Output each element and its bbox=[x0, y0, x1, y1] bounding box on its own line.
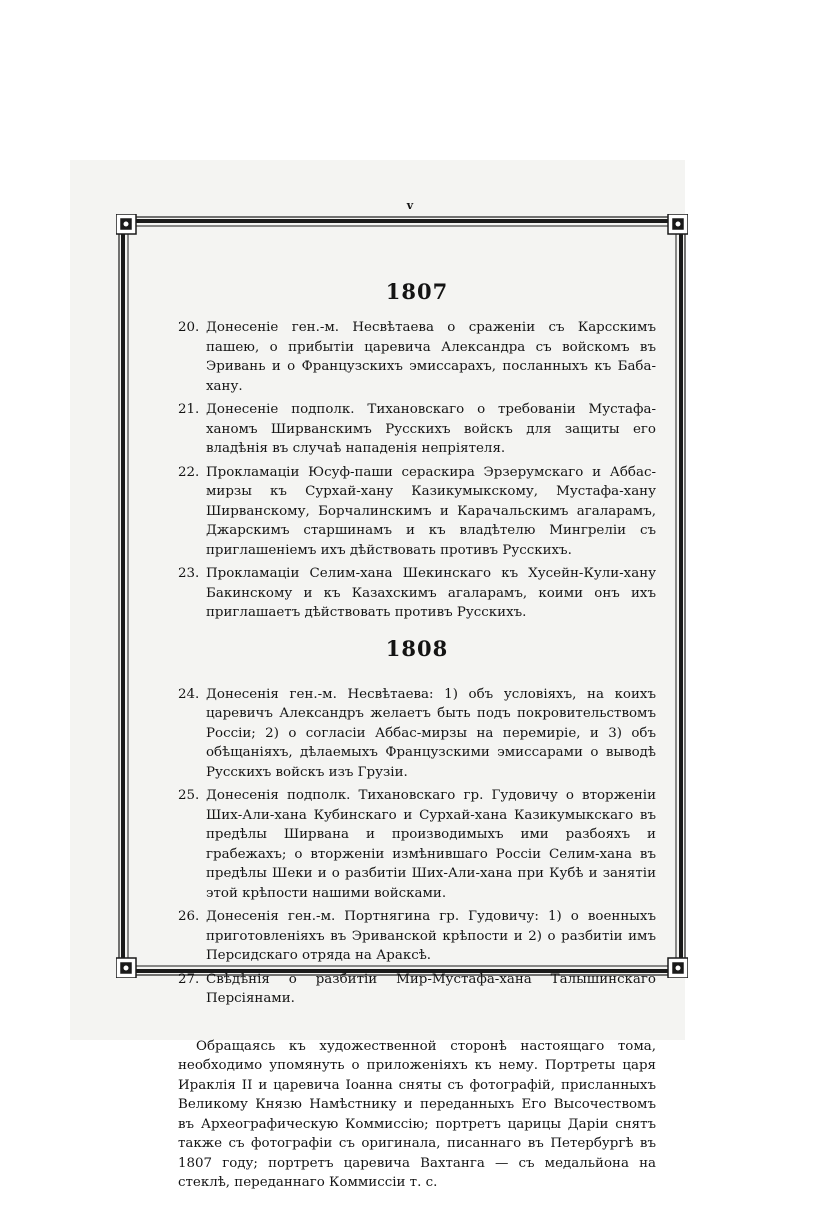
corner-ornament-bottom-right bbox=[668, 958, 688, 978]
entry-item bbox=[178, 564, 656, 623]
entry-number: 25. bbox=[178, 788, 200, 803]
art-note-paragraph: Обращаясь къ художественной сторонѣ настоящаго тома, необходимо упомянуть о приложеніяхъ къ нему. Портреты царя Ираклія II и царевича Іоанна сняты съ фотографій, присланныхъ Великому Князю Намѣстнику и переданныхъ Его Высочествомъ въ Археографическую Коммиссію; портретъ царицы Даріи снятъ также съ фотографіи съ оригинала, писаннаго въ Петербургѣ въ 1807 году; портретъ царевича Вахтанга — съ медальйона на стеклѣ, переданнаго Коммиссіи т. с. bbox=[178, 1038, 656, 1190]
entry-number: 21. bbox=[178, 402, 200, 417]
entries-1808 bbox=[178, 685, 656, 1009]
entry-item bbox=[178, 685, 656, 783]
entry-item bbox=[178, 318, 656, 396]
corner-ornament-top-left bbox=[116, 214, 136, 234]
entry-number: 22. bbox=[178, 464, 200, 480]
entry-item bbox=[178, 463, 656, 561]
entry-text: Прокламаціи Селим-хана Шекинскаго къ Хусейн-Кули-хану Бакинскому и къ Казахскимъ агаларамъ, коими онъ ихъ приглашаетъ дѣйствовать противъ Русскихъ. bbox=[206, 566, 656, 620]
entry-text: Свѣдѣнія о разбитіи Мир-Мустафа-хана Талышинскаго Персіянами. bbox=[206, 971, 656, 1006]
entry-item bbox=[178, 970, 656, 1009]
entry-number: 27. bbox=[178, 971, 200, 987]
entry-number: 24. bbox=[178, 686, 200, 702]
entry-text: Донесенія ген.-м. Портнягина гр. Гудовичу: 1) о военныхъ приготовленіяхъ въ Эриванской крѣпости и 2) о разбитіи имъ Персидскаго отряда на Араксѣ. bbox=[206, 909, 656, 963]
year-heading-1807: 1807 bbox=[385, 279, 449, 304]
page-content bbox=[178, 272, 656, 1206]
entry-text: Донесенія ген.-м. Несвѣтаева: 1) объ условіяхъ, на коихъ царевичъ Александръ желаетъ быть подъ покровительствомъ Россіи; 2) о согласіи Аббас-мирзы на перемиріе, и 3) объ обѣщаніяхъ, дѣлаемыхъ Французскими эмиссарами о выводѣ Русскихъ войскъ изъ Грузіи. bbox=[206, 686, 656, 780]
entry-number: 20. bbox=[178, 320, 200, 335]
entry-text: Донесенія подполк. Тихановскаго гр. Гудовичу о вторженіи Ших-Али-хана Кубинскаго и Сурхай-хана Казикумыкскаго въ предѣлы Ширвана и производимыхъ ими разбояхъ и грабежахъ; о вторженіи измѣнившаго Россіи Селим-хана въ предѣлы Шеки и о разбитіи Ших-Али-хана при Кубѣ и занятіи этой крѣпости нашими войсками. bbox=[206, 788, 656, 901]
entry-number: 23. bbox=[178, 566, 200, 581]
entry-item bbox=[178, 907, 656, 966]
entries-1807 bbox=[178, 318, 656, 623]
entry-number: 26. bbox=[178, 909, 200, 924]
page-number: v bbox=[406, 199, 414, 212]
entry-item bbox=[178, 786, 656, 903]
year-heading-1808: 1808 bbox=[385, 635, 449, 661]
entry-text: Донесеніе ген.-м. Несвѣтаева о сраженіи съ Карсскимъ пашею, о прибытіи царевича Александра съ войскомъ въ Эривань и о Французскихъ эмиссарахъ, посланныхъ къ Баба-хану. bbox=[206, 320, 656, 394]
corner-ornament-top-right bbox=[668, 214, 688, 234]
entry-text: Донесеніе подполк. Тихановскаго о требованіи Мустафа-ханомъ Ширванскимъ Русскихъ войскъ для защиты его владѣнія въ случаѣ нападенія непріятеля. bbox=[206, 402, 656, 456]
corner-ornament-bottom-left bbox=[116, 958, 136, 978]
entry-item bbox=[178, 400, 656, 459]
entry-text: Прокламаціи Юсуф-паши сераскира Эрзерумскаго и Аббас-мирзы къ Сурхай-хану Казикумыкскому, Мустафа-хану Ширванскому, Борчалинскимъ и Карачальскимъ агаларамъ, Джарскимъ старшинамъ и къ владѣтелю Мингреліи съ приглашеніемъ ихъ дѣйствовать противъ Русскихъ. bbox=[206, 464, 656, 558]
